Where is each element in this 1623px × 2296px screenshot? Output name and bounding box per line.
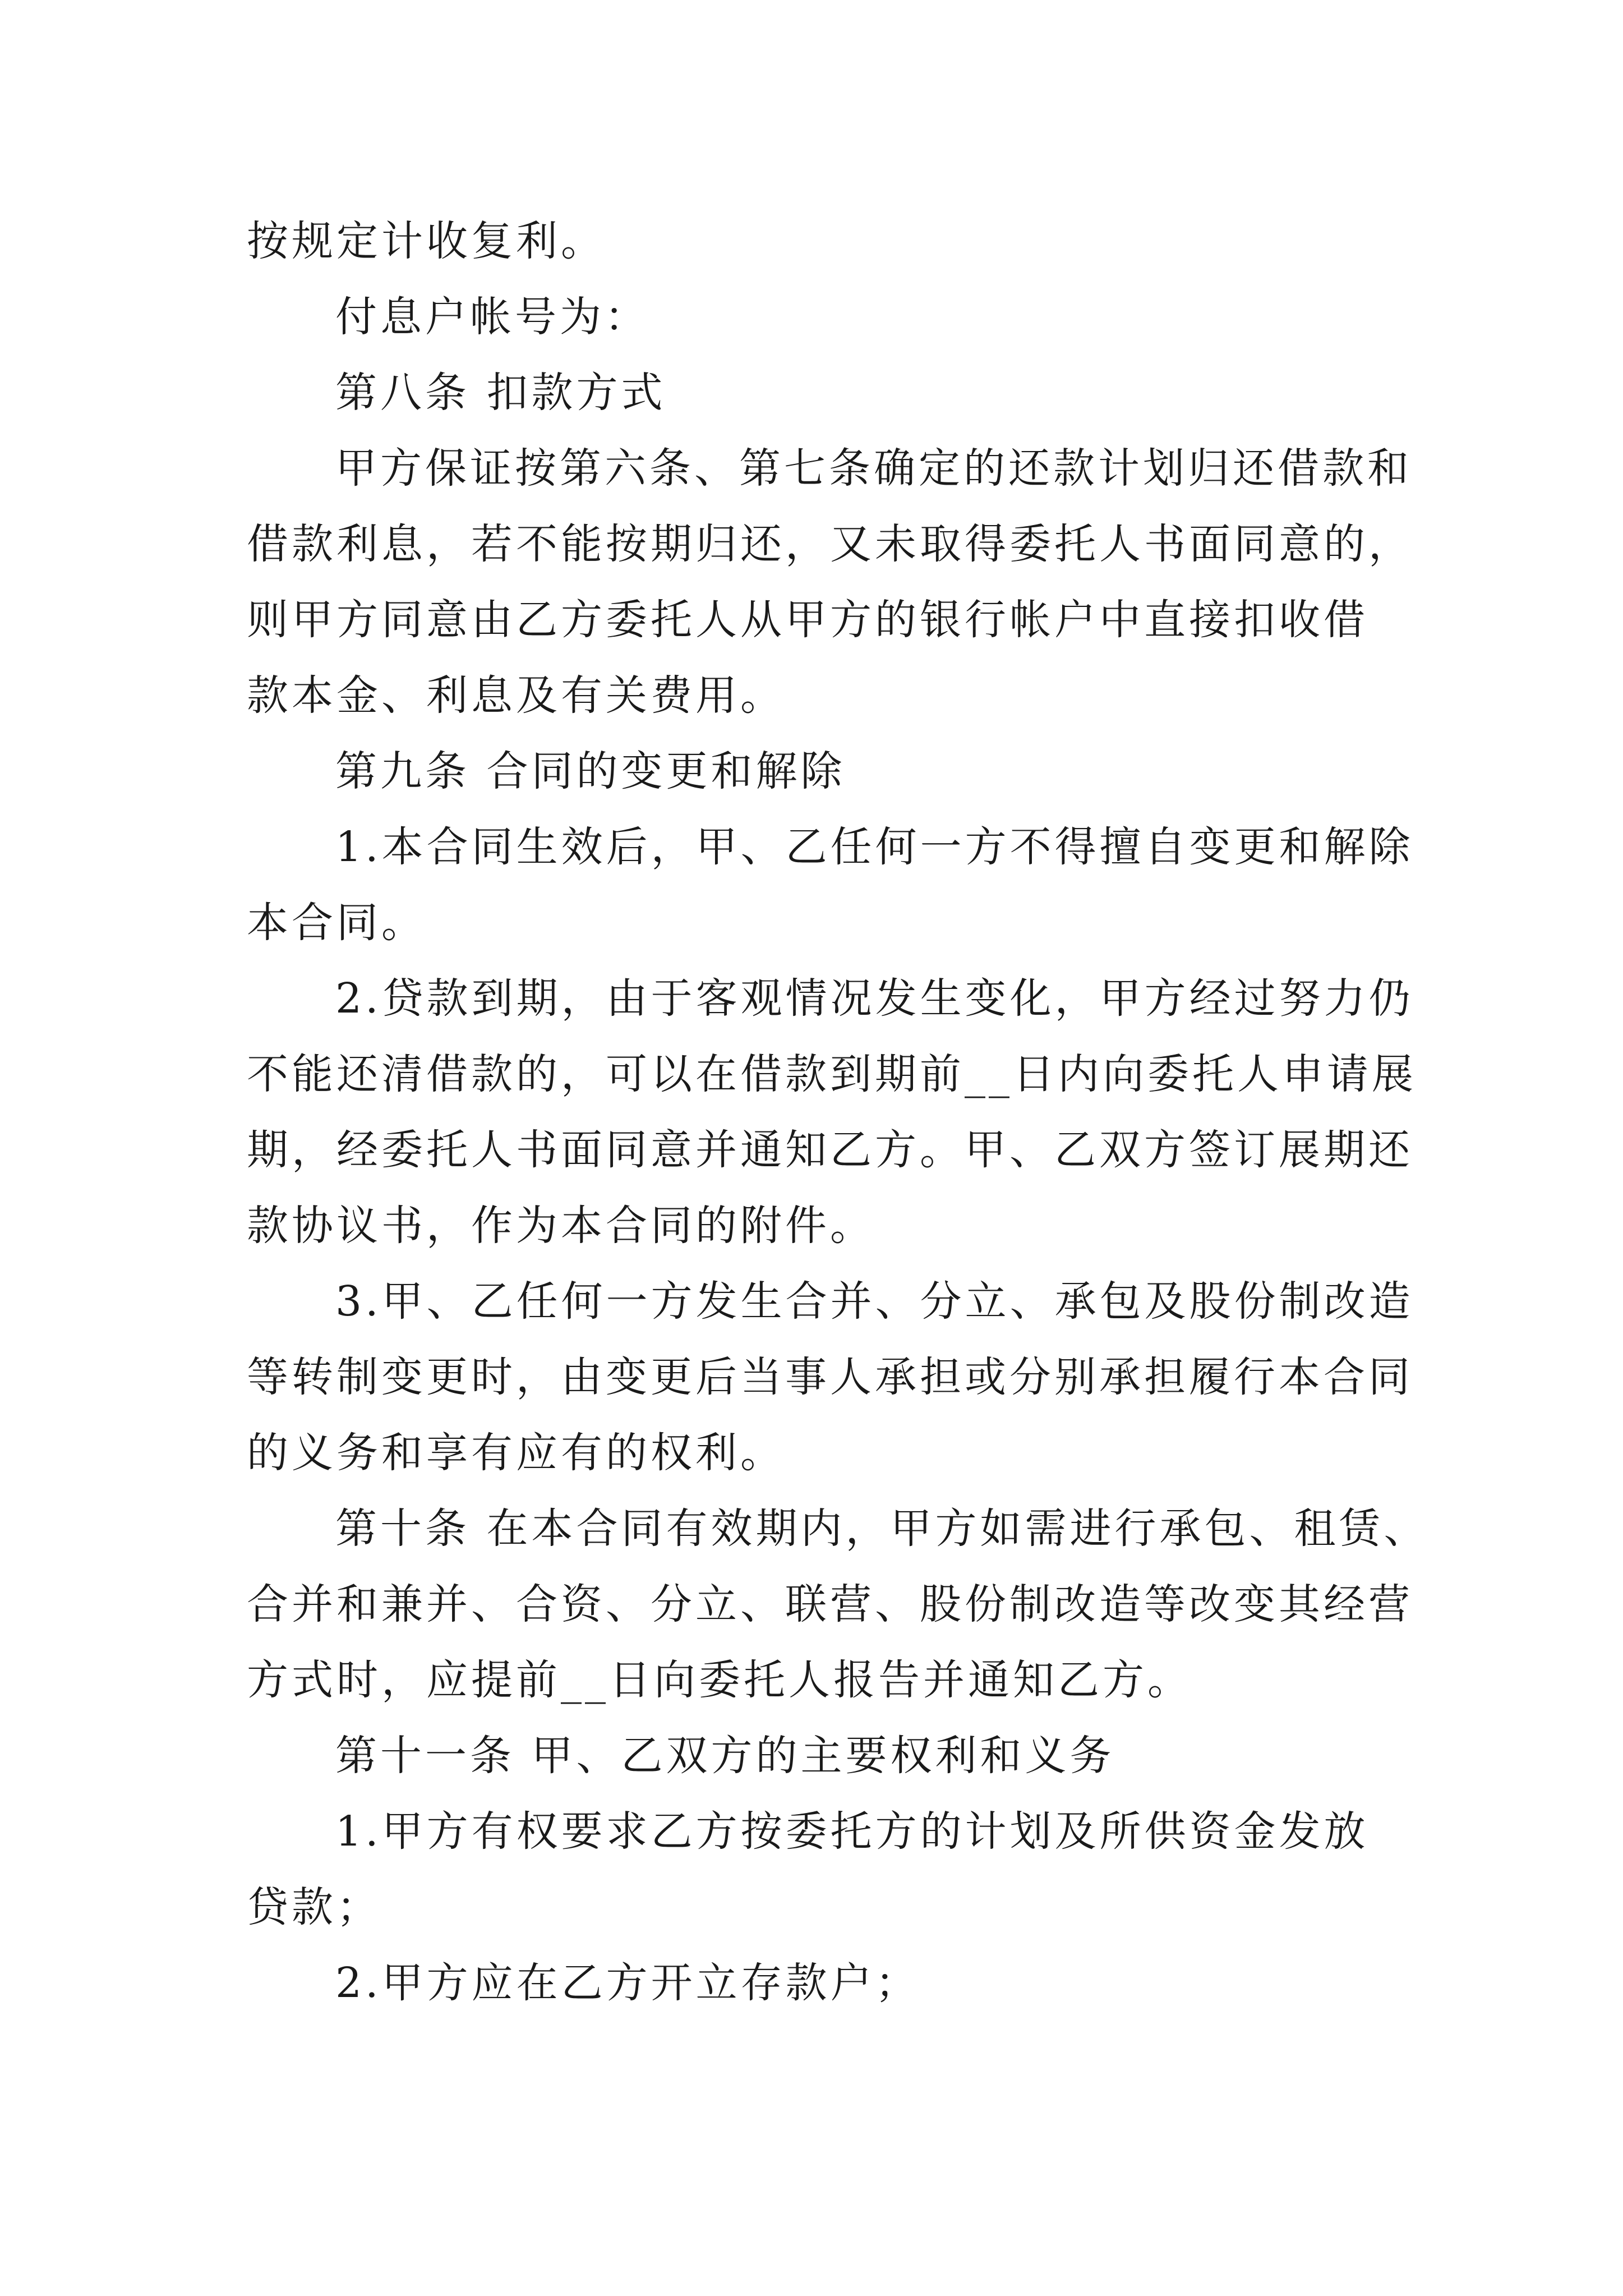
text-line: 贷款； [247,1883,381,1931]
section-heading: 第十条 在本合同有效期内，甲方如需进行承包、租赁、 [335,1504,1429,1553]
text-line: 借款利息，若不能按期归还，又未取得委托人书面同意的， [247,520,1413,568]
text-line: 则甲方同意由乙方委托人从甲方的银行帐户中直接扣收借 [247,596,1368,644]
text-line: 合并和兼并、合资、分立、联营、股份制改造等改变其经营 [247,1580,1413,1628]
text-line: 1.本合同生效后，甲、乙任何一方不得擅自变更和解除 [335,823,1414,871]
text-line: 不能还清借款的，可以在借款到期前__日内向委托人申请展 [247,1050,1417,1098]
section-heading: 第九条 合同的变更和解除 [335,747,846,795]
text-line: 款本金、利息及有关费用。 [247,671,785,720]
text-line: 2.贷款到期，由于客观情况发生变化，甲方经过努力仍 [335,974,1414,1023]
text-line: 等转制变更时，由变更后当事人承担或分别承担履行本合同 [247,1353,1413,1401]
text-line: 期，经委托人书面同意并通知乙方。甲、乙双方签订展期还 [247,1126,1413,1174]
text-line: 2.甲方应在乙方开立存款户； [335,1959,920,2007]
text-line: 方式时，应提前__日向委托人报告并通知乙方。 [247,1656,1192,1704]
text-line: 按规定计收复利。 [247,217,606,265]
text-line: 款协议书，作为本合同的附件。 [247,1202,875,1250]
text-line: 的义务和享有应有的权利。 [247,1429,785,1477]
text-line: 本合同。 [247,899,426,947]
text-line: 甲方保证按第六条、第七条确定的还款计划归还借款和 [335,444,1412,493]
section-heading: 第十一条 甲、乙双方的主要权利和义务 [335,1732,1115,1780]
section-heading: 第八条 扣款方式 [335,369,666,417]
text-line: 3.甲、乙任何一方发生合并、分立、承包及股份制改造 [335,1277,1414,1326]
text-line: 1.甲方有权要求乙方按委托方的计划及所供资金发放 [335,1807,1369,1856]
text-line: 付息户帐号为： [335,293,649,341]
